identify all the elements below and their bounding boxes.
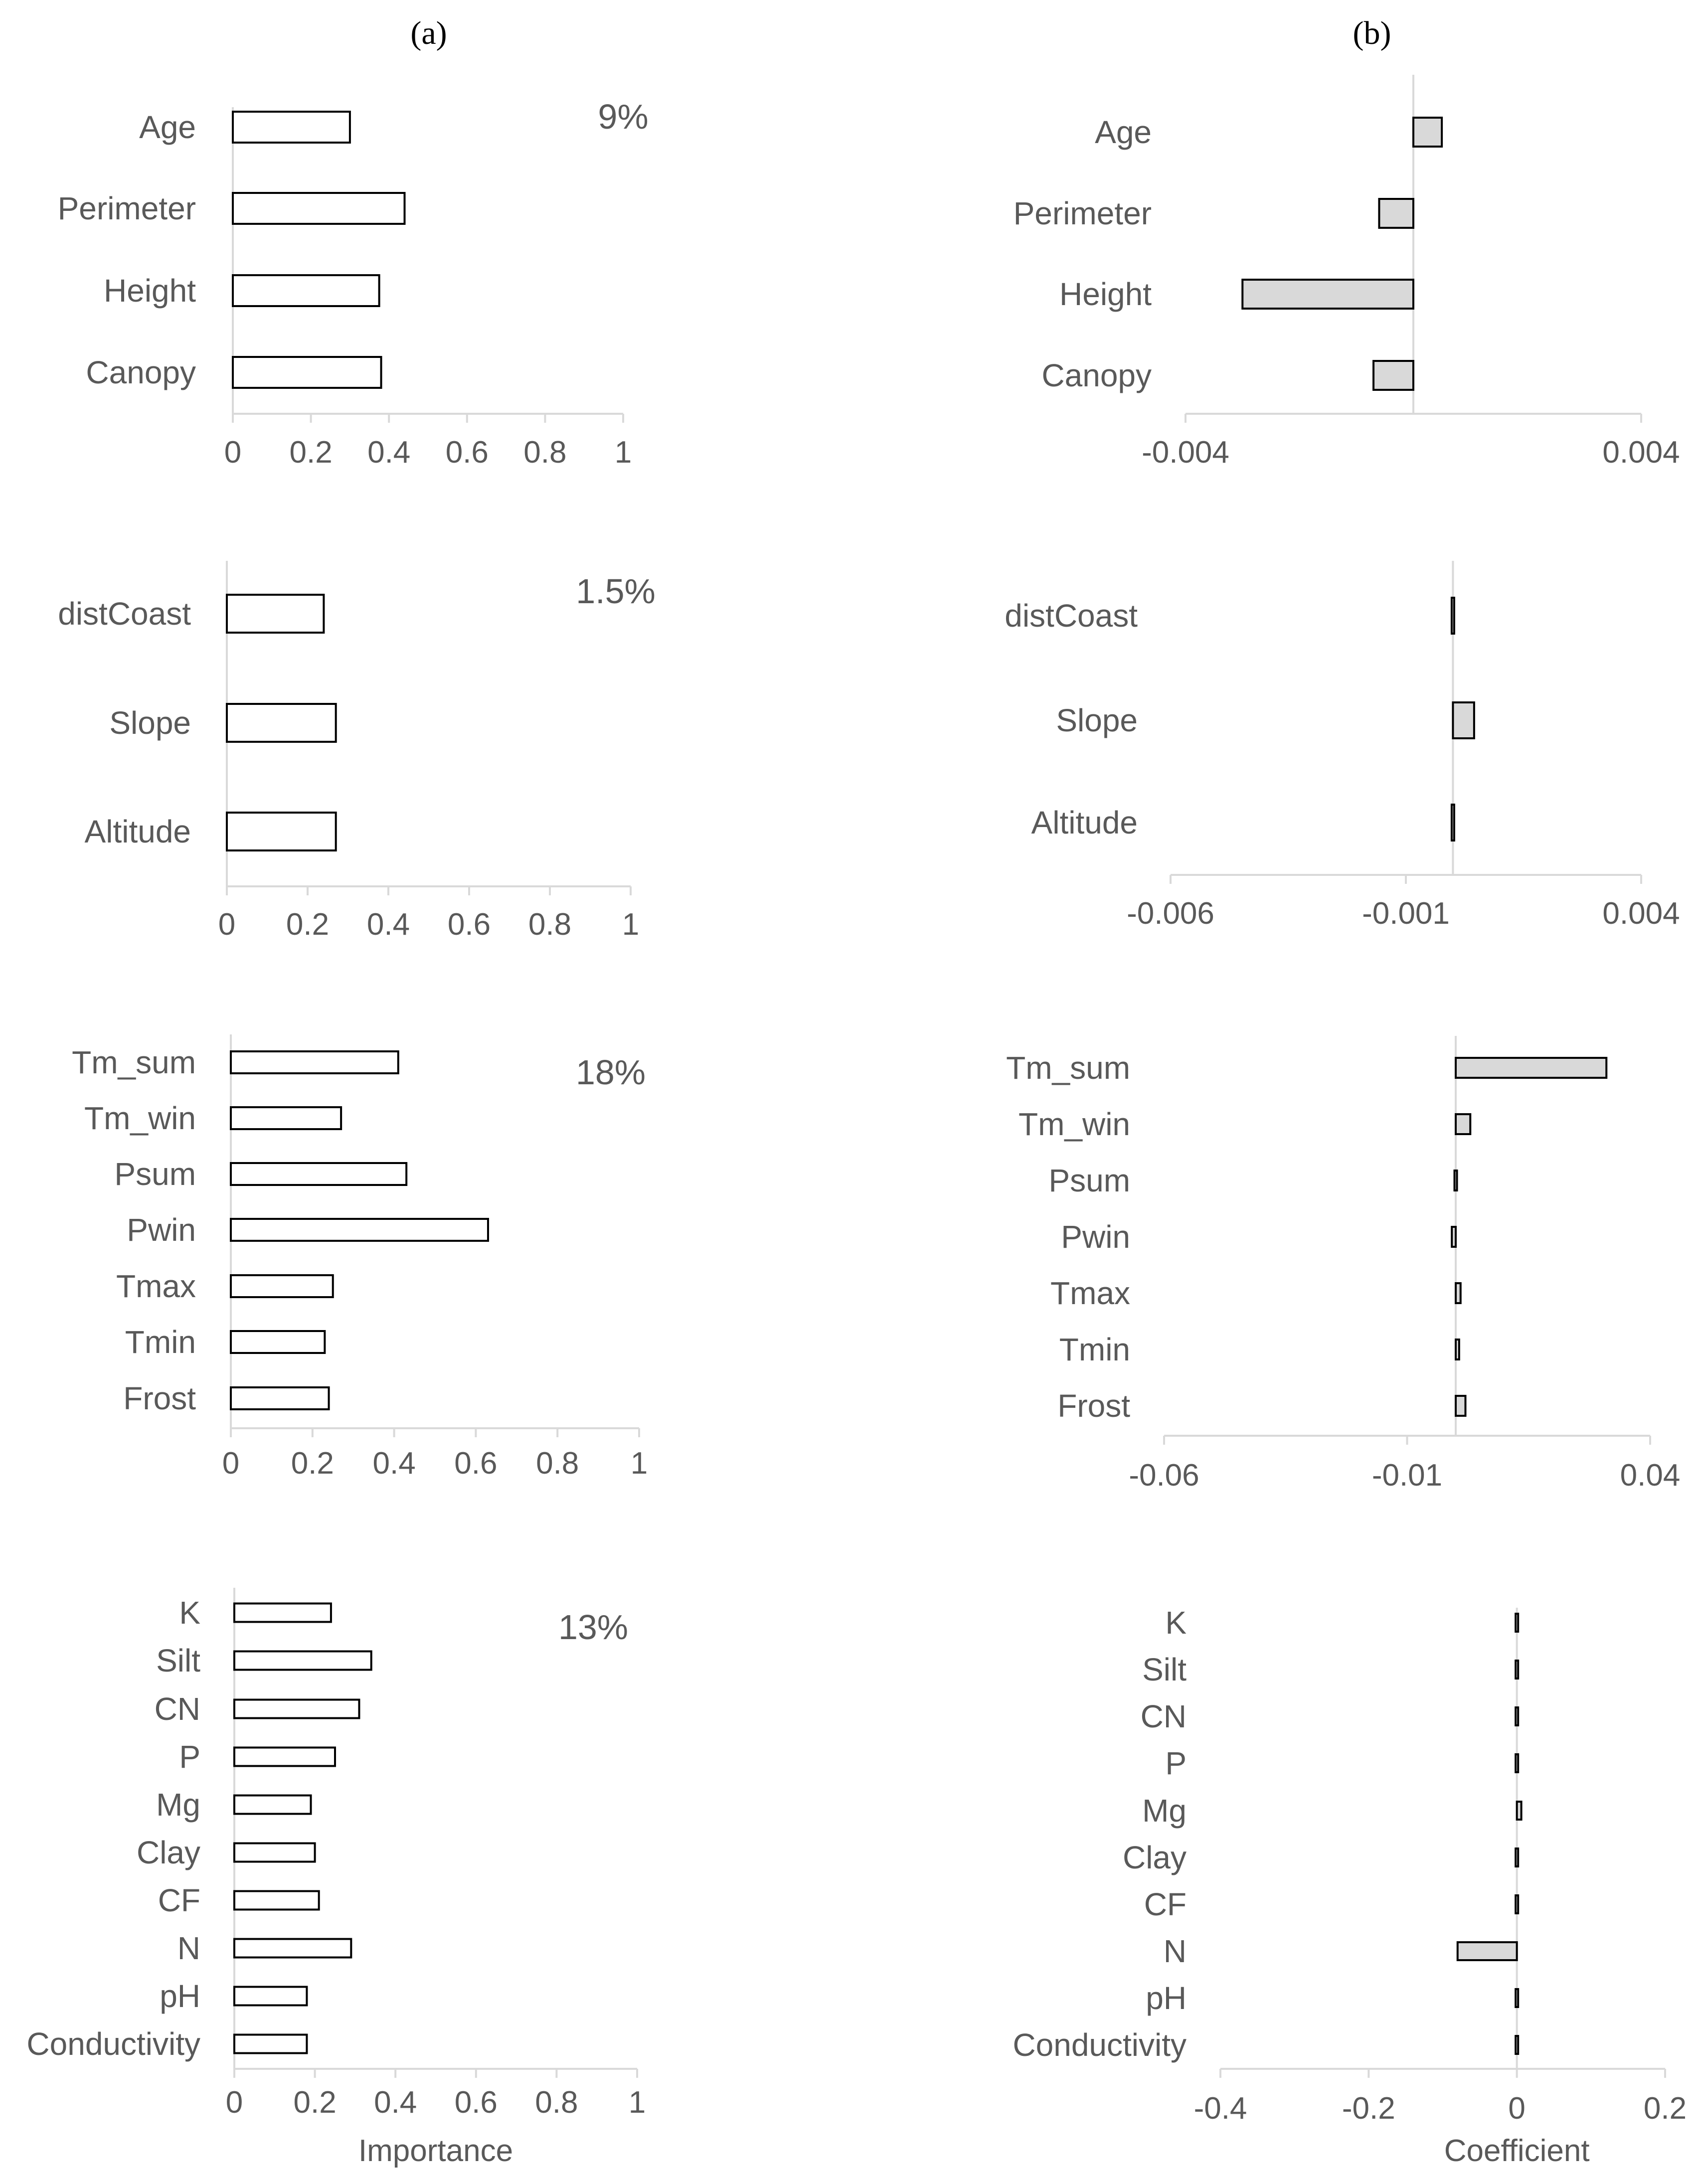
bar-age: [233, 112, 350, 143]
category-label: pH: [1146, 1980, 1187, 2016]
x-tick-label: 0.2: [291, 1446, 334, 1481]
bar-frost: [1456, 1396, 1466, 1416]
x-tick-label: 0.8: [535, 2085, 578, 2120]
category-label: Silt: [1142, 1652, 1187, 1687]
x-tick-label: 0.6: [445, 435, 489, 470]
category-label: Tm_sum: [1006, 1050, 1130, 1086]
bar-distcoast: [227, 595, 324, 633]
bar-height: [1242, 280, 1413, 309]
x-tick-label: -0.006: [1127, 896, 1214, 931]
category-label: Tmin: [125, 1324, 196, 1360]
charts-layer: [26, 75, 1687, 2168]
bar-height: [233, 275, 379, 306]
bar-mg: [1517, 1802, 1522, 1820]
x-tick-label: 0.8: [523, 435, 567, 470]
x-tick-label: -0.4: [1193, 2091, 1247, 2126]
bar-canopy: [233, 357, 381, 388]
bar-tm-win: [231, 1107, 341, 1129]
bar-mg: [234, 1796, 311, 1814]
x-tick-label: 0.8: [536, 1446, 579, 1481]
category-label: distCoast: [58, 596, 191, 632]
category-label: Psum: [114, 1156, 196, 1192]
category-label: Slope: [1056, 702, 1138, 738]
category-label: Pwin: [127, 1212, 196, 1248]
share-annotation: 1.5%: [576, 572, 656, 611]
bar-p: [234, 1748, 335, 1766]
bar-frost: [231, 1387, 329, 1409]
category-label: Perimeter: [57, 190, 196, 226]
category-label: Tmax: [1050, 1275, 1130, 1311]
bar-cn: [234, 1700, 359, 1718]
category-label: Frost: [123, 1380, 196, 1416]
x-tick-label: -0.06: [1129, 1458, 1199, 1493]
bar-psum: [1455, 1171, 1457, 1190]
category-label: Tm_sum: [72, 1044, 196, 1080]
bar-cf: [1516, 1895, 1518, 1913]
bar-silt: [1516, 1661, 1518, 1679]
x-tick-label: 0: [224, 435, 242, 470]
category-label: Tm_win: [1018, 1106, 1130, 1142]
bar-distcoast: [1452, 598, 1454, 634]
category-label: Mg: [156, 1787, 200, 1823]
x-tick-label: 0: [1508, 2091, 1526, 2126]
chart-a1: [58, 97, 649, 470]
x-axis-title: Importance: [358, 2134, 513, 2168]
x-tick-label: 0.8: [528, 907, 572, 942]
category-label: Silt: [156, 1643, 200, 1679]
bar-clay: [1516, 1848, 1518, 1866]
x-tick-label: 1: [628, 2085, 646, 2120]
x-tick-label: -0.004: [1142, 435, 1229, 470]
chart-a3: [72, 1034, 648, 1481]
bar-cn: [1516, 1707, 1518, 1725]
category-label: Slope: [109, 705, 191, 741]
bar-perimeter: [1379, 199, 1413, 228]
bar-cf: [234, 1891, 319, 1910]
column-title-a: (a): [410, 15, 447, 51]
category-label: CN: [1140, 1698, 1187, 1734]
bar-tmin: [1456, 1340, 1459, 1359]
bar-psum: [231, 1163, 406, 1185]
bar-tm-win: [1456, 1114, 1470, 1134]
x-tick-label: 0.6: [454, 1446, 498, 1481]
category-label: Mg: [1142, 1793, 1187, 1829]
bar-p: [1516, 1754, 1518, 1772]
category-label: K: [179, 1595, 200, 1631]
chart-b1: [1014, 75, 1680, 470]
x-tick-label: -0.01: [1371, 1458, 1443, 1493]
category-label: Tm_win: [84, 1100, 196, 1136]
x-axis-title: Coefficient: [1444, 2134, 1590, 2168]
share-annotation: 18%: [575, 1053, 646, 1092]
x-tick-label: 0.6: [454, 2085, 498, 2120]
x-tick-label: -0.2: [1342, 2091, 1395, 2126]
category-label: Height: [104, 273, 196, 309]
chart-b2: [1005, 561, 1680, 931]
x-tick-label: 0.2: [289, 435, 333, 470]
bar-n: [234, 1939, 351, 1958]
bar-conductivity: [234, 2035, 307, 2053]
category-label: Frost: [1057, 1388, 1130, 1424]
x-tick-label: 0.4: [374, 2085, 417, 2120]
bar-tmax: [1456, 1283, 1461, 1303]
x-tick-label: 0.2: [1643, 2091, 1687, 2126]
category-label: Age: [1095, 114, 1152, 150]
x-tick-label: 0.04: [1620, 1458, 1681, 1493]
bar-conductivity: [1516, 2036, 1518, 2054]
bar-k: [234, 1604, 331, 1622]
category-label: CN: [154, 1691, 200, 1727]
category-label: Age: [139, 109, 196, 145]
category-label: Clay: [136, 1835, 200, 1870]
category-label: Canopy: [1041, 357, 1152, 393]
category-label: pH: [160, 1978, 200, 2014]
chart-b4: [1013, 1605, 1687, 2168]
category-label: Perimeter: [1013, 195, 1152, 231]
x-tick-label: 1: [622, 907, 640, 942]
bar-slope: [227, 704, 336, 742]
bar-n: [1458, 1942, 1517, 1960]
bar-tm-sum: [231, 1051, 398, 1073]
category-label: CF: [158, 1882, 200, 1918]
category-label: CF: [1144, 1886, 1187, 1922]
x-tick-label: 0.4: [372, 1446, 416, 1481]
bar-tmax: [231, 1275, 333, 1297]
bar-ph: [1516, 1989, 1518, 2007]
x-tick-label: 0.4: [366, 907, 410, 942]
category-label: Canopy: [86, 354, 196, 390]
share-annotation: 13%: [558, 1608, 629, 1647]
share-annotation: 9%: [598, 97, 649, 136]
column-title-b: (b): [1353, 15, 1391, 51]
bar-age: [1413, 118, 1442, 147]
category-label: N: [177, 1930, 200, 1966]
category-label: Pwin: [1061, 1219, 1130, 1255]
category-label: P: [179, 1739, 200, 1775]
category-label: Psum: [1048, 1163, 1130, 1198]
bar-altitude: [227, 813, 336, 850]
x-tick-label: 0.2: [286, 907, 330, 942]
x-tick-label: 0.6: [447, 907, 491, 942]
bar-canopy: [1373, 361, 1413, 390]
bar-perimeter: [233, 193, 405, 224]
x-tick-label: 0.4: [367, 435, 411, 470]
x-tick-label: 0.004: [1602, 896, 1680, 931]
x-tick-label: 0.004: [1602, 435, 1680, 470]
x-tick-label: 0: [225, 2085, 243, 2120]
category-label: Height: [1059, 276, 1152, 312]
x-tick-label: 0: [218, 907, 236, 942]
category-label: Altitude: [1031, 805, 1138, 840]
category-label: P: [1165, 1745, 1187, 1781]
x-tick-label: 0: [222, 1446, 240, 1481]
x-tick-label: 0.2: [293, 2085, 337, 2120]
category-label: N: [1163, 1933, 1187, 1969]
bar-altitude: [1452, 805, 1454, 840]
bar-tm-sum: [1456, 1058, 1606, 1078]
category-label: distCoast: [1005, 598, 1138, 634]
bar-tmin: [231, 1331, 325, 1353]
bar-k: [1516, 1614, 1518, 1632]
x-tick-label: -0.001: [1362, 896, 1450, 931]
category-label: Conductivity: [1013, 2027, 1187, 2063]
bar-clay: [234, 1844, 315, 1862]
bar-pwin: [231, 1219, 488, 1241]
category-label: Tmin: [1059, 1332, 1130, 1367]
chart-a4: [26, 1588, 646, 2168]
chart-a2: [58, 561, 656, 942]
category-label: Altitude: [84, 814, 191, 849]
x-tick-label: 1: [630, 1446, 648, 1481]
category-label: Tmax: [116, 1268, 196, 1304]
bar-slope: [1453, 702, 1474, 738]
category-label: K: [1165, 1605, 1187, 1641]
bar-ph: [234, 1987, 307, 2006]
category-label: Clay: [1122, 1840, 1187, 1875]
chart-b3: [1006, 1036, 1680, 1493]
category-label: Conductivity: [26, 2026, 200, 2062]
x-tick-label: 1: [614, 435, 632, 470]
bar-pwin: [1452, 1227, 1456, 1247]
bar-silt: [234, 1652, 371, 1670]
